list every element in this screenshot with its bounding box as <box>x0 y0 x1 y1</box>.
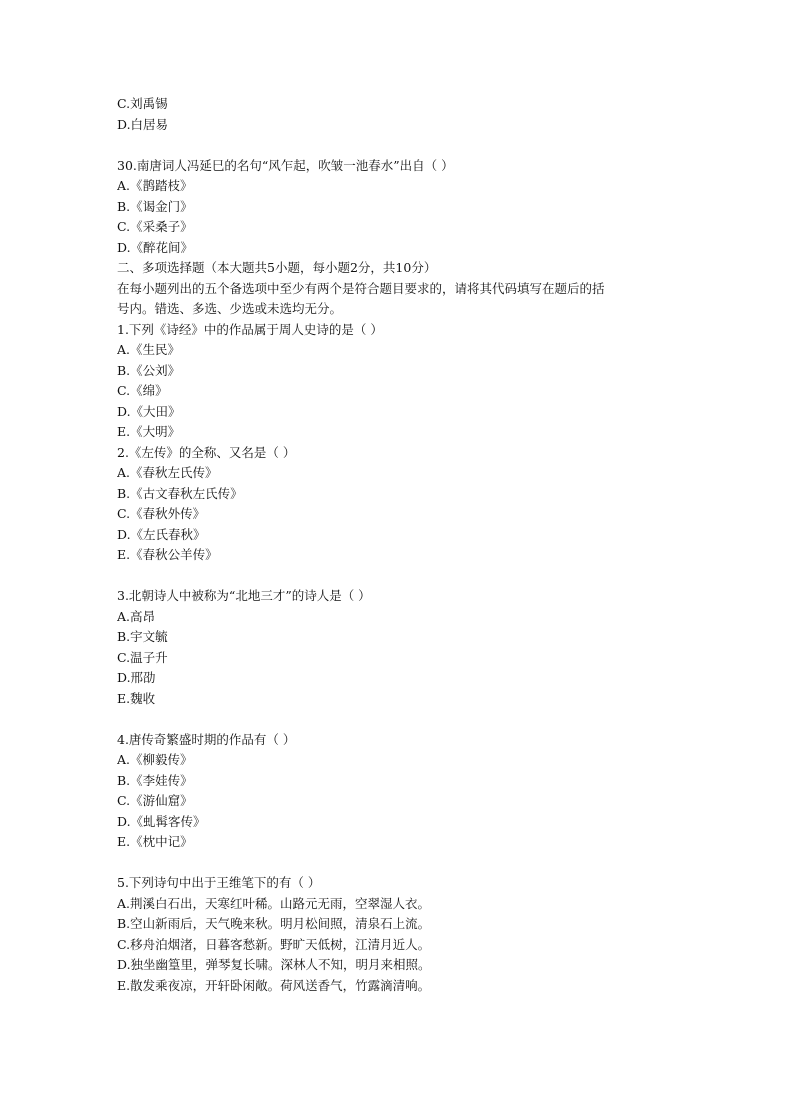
spacer <box>117 566 687 587</box>
section-instruction: 号内。错选、多选、少选或未选均无分。 <box>117 301 343 316</box>
option-line: B.《公刘》 <box>117 362 181 378</box>
option-line: B.《古文春秋左氏传》 <box>117 485 243 501</box>
spacer <box>117 135 687 156</box>
option-line: A.《生民》 <box>117 342 181 357</box>
option-line: A.荆溪白石出，天寒红叶稀。山路元无雨，空翠湿人衣。 <box>117 895 431 911</box>
option-line: C.《采桑子》 <box>117 219 193 234</box>
option-line: E.《枕中记》 <box>117 834 193 849</box>
option-line: D.独坐幽篁里，弹琴复长啸。深林人不知，明月来相照。 <box>117 957 431 972</box>
option-line: A.《春秋左氏传》 <box>117 465 218 480</box>
option-line: E.《大明》 <box>117 424 181 439</box>
option-line: A.《鹊踏枝》 <box>117 178 193 193</box>
option-line: C.《春秋外传》 <box>117 506 206 521</box>
option-line: D.《大田》 <box>117 403 181 419</box>
multi-question-3-stem: 3.北朝诗人中被称为“北地三才”的诗人是（ ） <box>117 588 371 603</box>
option-line: C.温子升 <box>117 649 168 665</box>
option-line: D.《醉花间》 <box>117 239 194 255</box>
option-line: E.魏收 <box>117 690 156 706</box>
option-line: A.高昂 <box>117 608 156 624</box>
option-line: B.《谒金门》 <box>117 198 193 214</box>
option-line: B.空山新雨后，天气晚来秋。明月松间照，清泉石上流。 <box>117 916 431 931</box>
section-instruction: 在每小题列出的五个备选项中至少有两个是符合题目要求的，请将其代码填写在题后的括 <box>117 280 605 296</box>
spacer <box>117 709 687 730</box>
option-line: B.宇文毓 <box>117 629 168 644</box>
option-line: D.白居易 <box>117 116 169 132</box>
option-line: E.散发乘夜凉，开轩卧闲敞。荷风送香气，竹露滴清响。 <box>117 977 431 993</box>
option-line: C.刘禹锡 <box>117 96 168 111</box>
spacer <box>117 853 687 874</box>
option-line: C.移舟泊烟渚，日暮客愁新。野旷天低树，江清月近人。 <box>117 936 431 952</box>
option-line: C.《绵》 <box>117 383 168 398</box>
multi-question-2-stem: 2.《左传》的全称、又名是（ ） <box>117 444 296 460</box>
multi-question-4-stem: 4.唐传奇繁盛时期的作品有（ ） <box>117 731 296 747</box>
option-line: D.《虬髯客传》 <box>117 813 206 829</box>
option-line: A.《柳毅传》 <box>117 752 193 767</box>
option-line: D.《左氏春秋》 <box>117 526 206 542</box>
question-30-stem: 30.南唐词人冯延巳的名句“风乍起，吹皱一池春水”出自（ ） <box>117 157 454 173</box>
option-line: D.邢劭 <box>117 670 156 685</box>
multi-question-1-stem: 1.下列《诗经》中的作品属于周人史诗的是（ ） <box>117 321 383 337</box>
document-content <box>117 94 687 996</box>
section-title: 二、多项选择题（本大题共5小题，每小题2分，共10分） <box>117 260 437 275</box>
option-line: B.《李娃传》 <box>117 772 193 788</box>
multi-question-5-stem: 5.下列诗句中出于王维笔下的有（ ） <box>117 875 321 890</box>
option-line: E.《春秋公羊传》 <box>117 547 218 562</box>
option-line: C.《游仙窟》 <box>117 793 193 808</box>
